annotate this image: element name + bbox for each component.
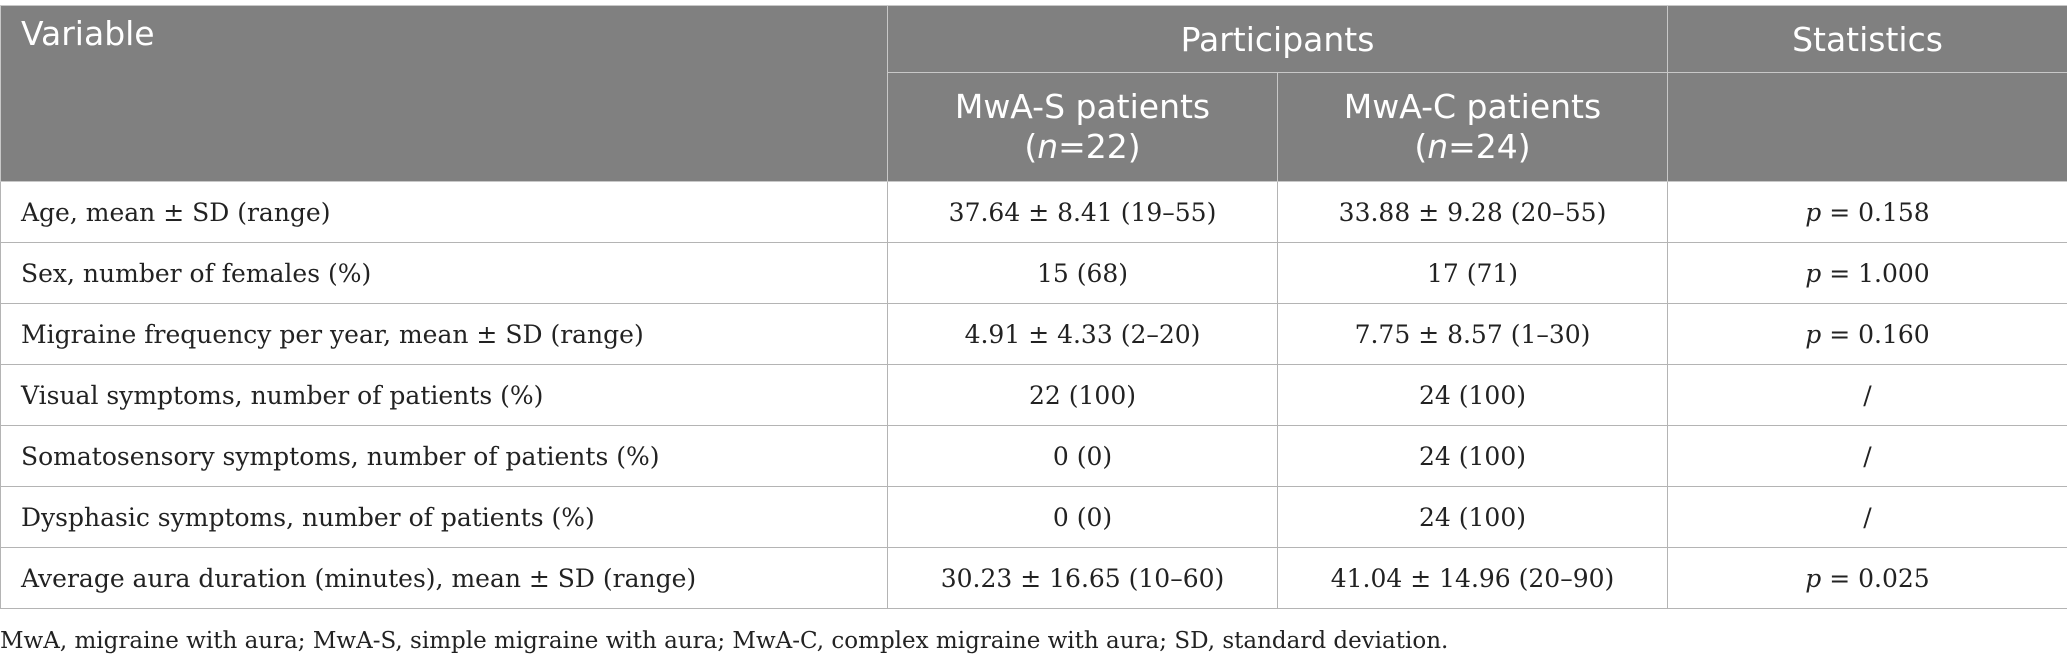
column-header-mwa-s: [888, 73, 1278, 182]
statistics-cell: [1668, 426, 2067, 487]
p-symbol: p: [1805, 319, 1822, 349]
variable-cell: Sex, number of females (%): [1, 243, 888, 304]
p-value: = 0.160: [1821, 319, 1930, 349]
mwa-s-n-symbol: n: [1037, 127, 1059, 166]
variable-cell: Dysphasic symptoms, number of patients (%): [1, 487, 888, 548]
p-value: = 1.000: [1821, 258, 1930, 288]
data-table-container: [0, 5, 2067, 609]
table-body: [1, 182, 2067, 609]
variable-cell: Visual symptoms, number of patients (%): [1, 365, 888, 426]
variable-cell: Age, mean ± SD (range): [1, 182, 888, 243]
mwa-s-n-value: =22): [1058, 127, 1141, 166]
table-row: [1, 182, 2067, 243]
p-value: /: [1863, 502, 1872, 532]
mwa-c-n-symbol: n: [1427, 127, 1449, 166]
statistics-cell: [1668, 365, 2067, 426]
table-footnote: MwA, migraine with aura; MwA-S, simple migraine with aura; MwA-C, complex migraine with aura; SD, standard deviation.: [0, 628, 1449, 654]
table-row: [1, 487, 2067, 548]
mwa-c-cell: 33.88 ± 9.28 (20–55): [1278, 182, 1668, 243]
column-header-statistics: Statistics: [1668, 6, 2067, 73]
mwa-s-cell: 22 (100): [888, 365, 1278, 426]
p-symbol: p: [1805, 258, 1822, 288]
p-symbol: p: [1805, 563, 1822, 593]
p-value: /: [1863, 441, 1872, 471]
p-value: /: [1863, 380, 1872, 410]
mwa-c-n-value: =24): [1448, 127, 1531, 166]
mwa-s-cell: 0 (0): [888, 487, 1278, 548]
table-row: [1, 243, 2067, 304]
variable-cell: Average aura duration (minutes), mean ± SD (range): [1, 548, 888, 609]
mwa-s-cell: 37.64 ± 8.41 (19–55): [888, 182, 1278, 243]
mwa-c-group-name: MwA-C patients: [1343, 87, 1602, 126]
mwa-s-n-open: (: [1024, 127, 1038, 166]
mwa-c-cell: 41.04 ± 14.96 (20–90): [1278, 548, 1668, 609]
mwa-s-cell: 0 (0): [888, 426, 1278, 487]
mwa-s-group-name: MwA-S patients: [954, 87, 1211, 126]
p-value: = 0.025: [1821, 563, 1930, 593]
mwa-s-cell: 30.23 ± 16.65 (10–60): [888, 548, 1278, 609]
mwa-c-cell: 17 (71): [1278, 243, 1668, 304]
p-symbol: p: [1805, 197, 1822, 227]
p-value: = 0.158: [1821, 197, 1930, 227]
mwa-c-n-open: (: [1414, 127, 1428, 166]
statistics-cell: [1668, 182, 2067, 243]
table-row: [1, 548, 2067, 609]
column-header-statistics-empty: [1668, 73, 2067, 182]
table-row: [1, 365, 2067, 426]
statistics-cell: [1668, 487, 2067, 548]
statistics-cell: [1668, 548, 2067, 609]
column-header-variable: Variable: [1, 6, 888, 182]
column-header-participants: Participants: [888, 6, 1668, 73]
column-header-mwa-c: [1278, 73, 1668, 182]
header-row-top: [1, 6, 2067, 73]
table-row: [1, 304, 2067, 365]
variable-cell: Somatosensory symptoms, number of patients (%): [1, 426, 888, 487]
mwa-c-cell: 24 (100): [1278, 487, 1668, 548]
data-table: [0, 5, 2067, 609]
mwa-c-cell: 24 (100): [1278, 365, 1668, 426]
mwa-c-cell: 24 (100): [1278, 426, 1668, 487]
variable-cell: Migraine frequency per year, mean ± SD (range): [1, 304, 888, 365]
statistics-cell: [1668, 243, 2067, 304]
mwa-s-cell: 4.91 ± 4.33 (2–20): [888, 304, 1278, 365]
statistics-cell: [1668, 304, 2067, 365]
table-header: [1, 6, 2067, 182]
mwa-s-cell: 15 (68): [888, 243, 1278, 304]
table-row: [1, 426, 2067, 487]
mwa-c-cell: 7.75 ± 8.57 (1–30): [1278, 304, 1668, 365]
